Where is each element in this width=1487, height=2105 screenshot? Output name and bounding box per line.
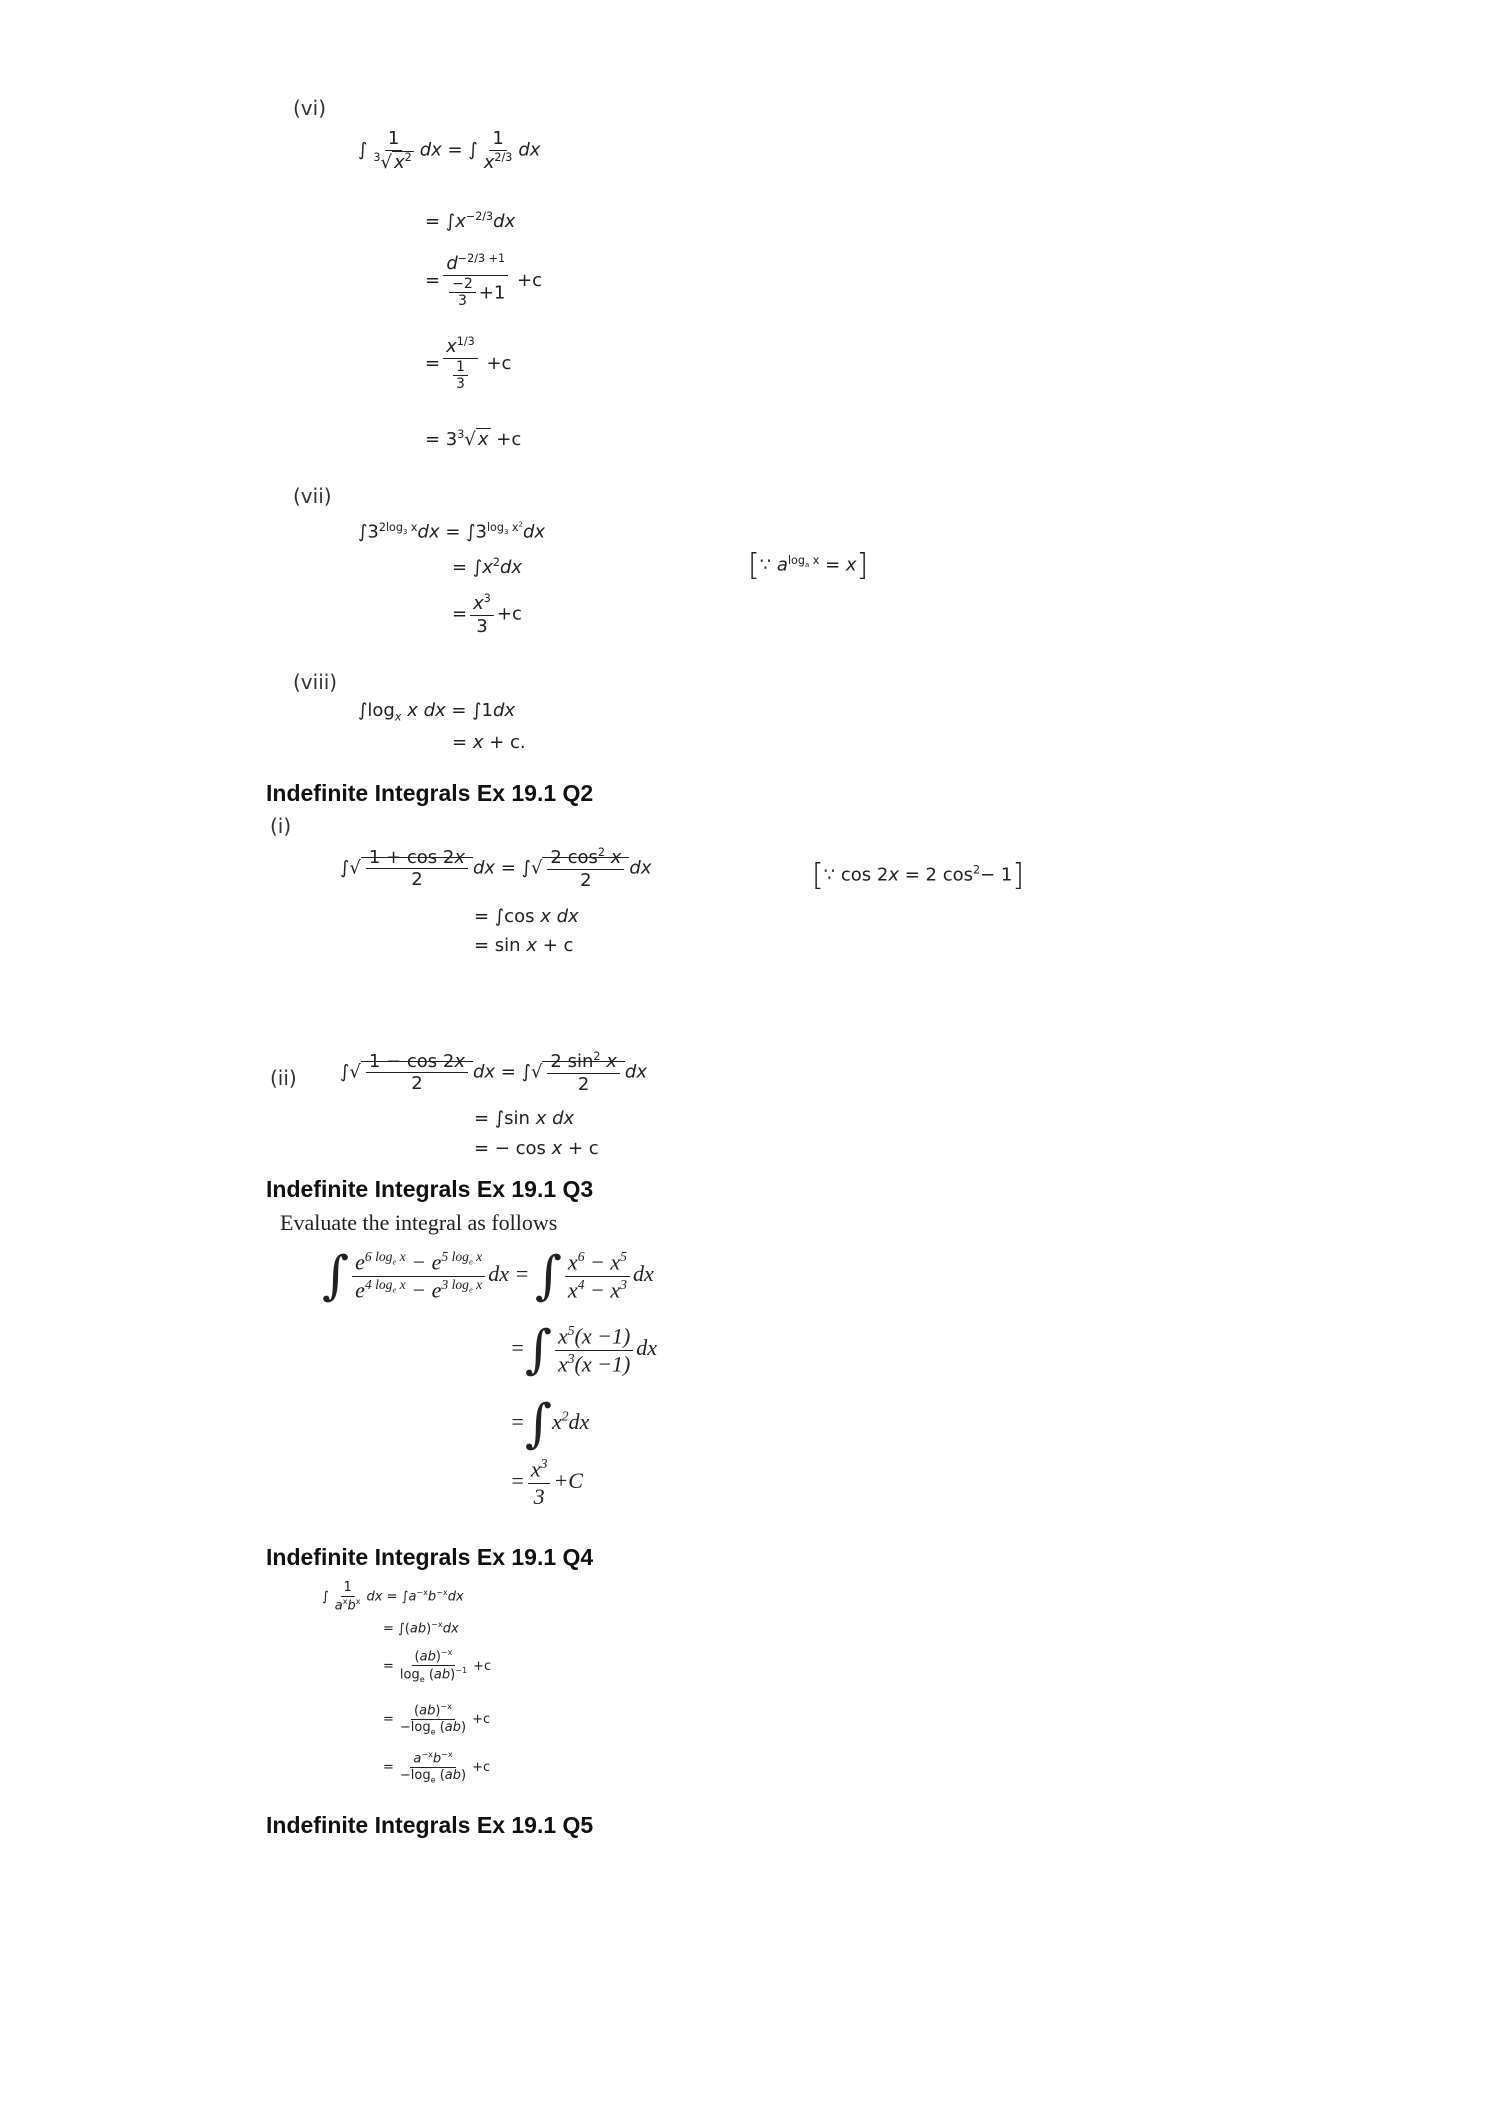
q2-part-ii-step-1: ∫√ $\frac{1 - \cos 2x}{2}$ dx = ∫√ $\frac{2 \sin^2 x}{2}$ dx — [340, 1050, 647, 1095]
q4-step-3: = $\frac{(ab)^{-x}}{\log_e (ab)^{-1}}$ +c — [383, 1648, 492, 1684]
part-vi-step-4: = $\frac{x^{1/3}}{\frac{1}{3}}$ +c — [425, 335, 512, 393]
q2-heading: Indefinite Integrals Ex 19.1 Q2 — [266, 780, 594, 806]
q3-step-3: $=\int x^2dx$ — [510, 1394, 590, 1454]
q3-step-2: =∫ $\frac{x^5(x -1)}{x^3(x -1)}$ dx — [510, 1320, 658, 1380]
part-vii-note: [∵ $a^{log_a x} = x$] — [748, 548, 869, 583]
q3-intro: Evaluate the integral as follows — [280, 1210, 558, 1235]
q2-part-ii-label: (ii) — [270, 1066, 297, 1090]
part-vi-step-3: = $d^{-2/3 +1}$ $\frac{-2}{3}$ +1 +c — [425, 252, 542, 310]
q2-part-i-step-1: ∫√ $\frac{1 + \cos 2x}{2}$ dx = ∫√ $\frac{2 \cos^2 x}{2}$ dx — [340, 846, 652, 891]
q4-step-2: = ∫(ab)$^{-x}$dx — [383, 1620, 459, 1637]
part-viii-step-2: = x + c. — [452, 732, 526, 753]
part-viii-label: (viii) — [293, 670, 338, 694]
part-vii-step-2: = $\int x^2dx$ — [452, 556, 523, 578]
part-vii-step-3: = $\frac{x^3}{3}$ +c — [452, 592, 522, 637]
q2-part-i-label: (i) — [270, 814, 292, 838]
q3-heading: Indefinite Integrals Ex 19.1 Q3 — [266, 1176, 594, 1202]
q5-heading: Indefinite Integrals Ex 19.1 Q5 — [266, 1812, 594, 1838]
q4-heading: Indefinite Integrals Ex 19.1 Q4 — [266, 1544, 594, 1570]
q4-step-5: = $\frac{a^{-x}b^{-x}}{-\log_e (ab)}$ +c — [383, 1750, 491, 1785]
q2-part-i-note: [∵ cos 2x = 2 $\cos^2- 1$] — [812, 858, 1025, 893]
part-vi-step-1: ∫ $\frac{1}{^3√ x^2}$ dx = ∫ $\frac{1}{x^{2/3}}$ dx — [358, 128, 541, 173]
part-vii-step-1: $\int 3^{2log_3 x}dx = \int 3^{log_3 x^2}dx$ — [358, 520, 546, 543]
part-vii-label: (vii) — [293, 484, 332, 508]
part-vi-step-5: = $3^3√$ x +c — [425, 428, 522, 450]
q2-part-i-step-2: = ∫cos x dx — [474, 906, 579, 927]
q3-step-4: = $\frac{x^3}{3}$ +C — [510, 1456, 583, 1509]
part-vi-step-2: = $\int x^{-2/3}dx$ — [425, 210, 516, 232]
part-viii-step-1: $\int\log_x$ x dx = ∫1dx — [358, 700, 516, 724]
q3-step-1: ∫ $\frac{e^{6 log_e x} - e^{5 log_e x}}{e^{4 log_e x} - e^{3 log_e x}}$ dx = ∫ $\frac{x^6 - x^5}{x^4 - x^3}$ dx — [322, 1246, 654, 1306]
q2-part-i-step-3: = sin x + c — [474, 935, 574, 956]
q2-part-ii-step-2: = ∫sin x dx — [474, 1108, 575, 1129]
q4-step-4: = $\frac{(ab)^{-x}}{-\log_e (ab)}$ +c — [383, 1702, 491, 1737]
q2-part-ii-step-3: = − cos x + c — [474, 1138, 599, 1159]
part-vi-label: (vi) — [293, 96, 326, 120]
q4-step-1: ∫ $\frac{1}{a^xb^x}$ dx = $\int a^{-x}b^{-x}dx$ — [322, 1580, 464, 1613]
